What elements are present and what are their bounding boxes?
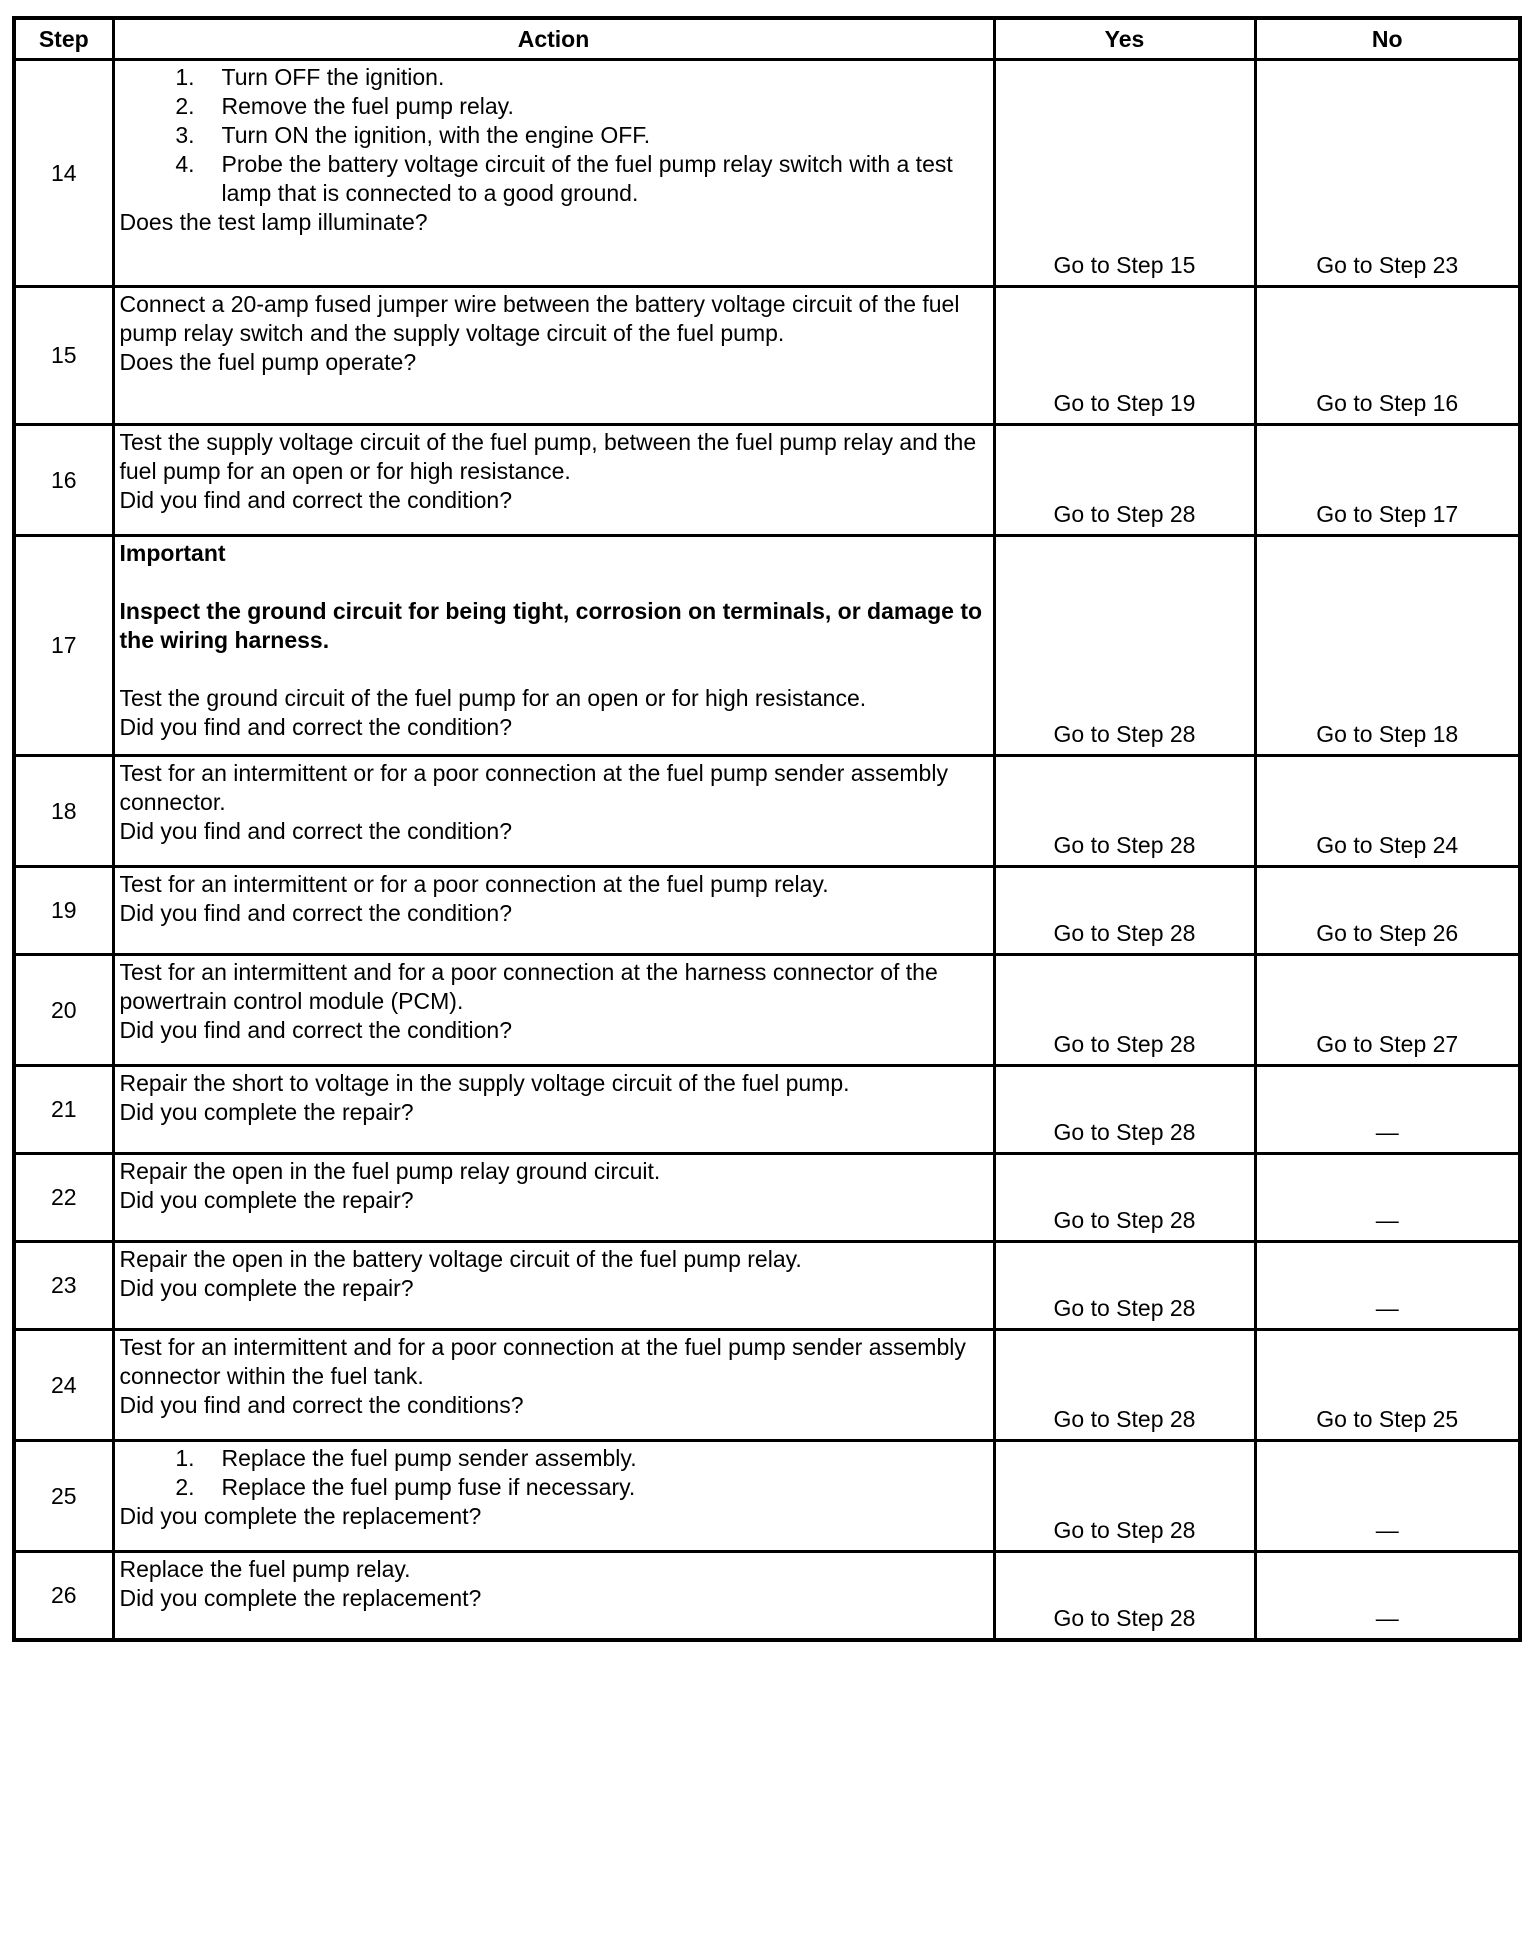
list-text: Remove the fuel pump relay.: [221, 93, 514, 119]
action-question: Did you complete the replacement?: [119, 1585, 482, 1611]
yes-result: Go to Step 28: [994, 1242, 1255, 1330]
no-result: —: [1255, 1552, 1520, 1640]
yes-result: Go to Step 19: [994, 287, 1255, 425]
yes-result: Go to Step 28: [994, 1552, 1255, 1640]
list-text: Turn OFF the ignition.: [221, 64, 445, 90]
action-list: [120, 63, 988, 208]
action-cell: [113, 867, 994, 955]
header-step: Step: [14, 18, 113, 60]
table-row: [14, 287, 1520, 425]
action-question: Did you find and correct the condition?: [119, 818, 513, 844]
action-cell: [113, 1154, 994, 1242]
list-item: [120, 1444, 988, 1473]
action-cell: [113, 287, 994, 425]
yes-result: Go to Step 28: [994, 1330, 1255, 1441]
diagnostic-table: [12, 16, 1522, 1642]
step-number: 26: [14, 1552, 113, 1640]
step-number: 21: [14, 1066, 113, 1154]
table-row: [14, 60, 1520, 287]
no-result: Go to Step 17: [1255, 425, 1520, 536]
no-result: Go to Step 16: [1255, 287, 1520, 425]
list-item: [120, 92, 988, 121]
list-text: Replace the fuel pump sender assembly.: [221, 1445, 637, 1471]
step-number: 23: [14, 1242, 113, 1330]
table-row: [14, 756, 1520, 867]
no-result: Go to Step 27: [1255, 955, 1520, 1066]
list-item: [120, 121, 988, 150]
action-question: Did you find and correct the condition?: [119, 1017, 513, 1043]
step-number: 16: [14, 425, 113, 536]
header-no: No: [1255, 18, 1520, 60]
action-cell: [113, 756, 994, 867]
table-row: [14, 1066, 1520, 1154]
action-text: Test for an intermittent and for a poor connection at the harness connector of the powertrain control module (PCM).: [119, 959, 938, 1014]
yes-result: Go to Step 28: [994, 756, 1255, 867]
header-row: [14, 18, 1520, 60]
list-text: Replace the fuel pump fuse if necessary.: [221, 1474, 636, 1500]
yes-result: Go to Step 28: [994, 867, 1255, 955]
action-question: Did you find and correct the conditions?: [119, 1392, 524, 1418]
table-row: [14, 1330, 1520, 1441]
action-text: Replace the fuel pump relay.: [119, 1556, 411, 1582]
table-row: [14, 1242, 1520, 1330]
action-cell: [113, 1441, 994, 1552]
no-result: Go to Step 25: [1255, 1330, 1520, 1441]
action-text: Test the supply voltage circuit of the fuel pump, between the fuel pump relay and the fuel pump for an open or for high resistance.: [119, 429, 977, 484]
table-row: [14, 867, 1520, 955]
list-number: 2.: [175, 93, 195, 119]
step-number: 20: [14, 955, 113, 1066]
action-question: Does the fuel pump operate?: [119, 349, 417, 375]
action-question: Did you find and correct the condition?: [119, 714, 513, 740]
action-question: Did you complete the repair?: [119, 1187, 414, 1213]
action-text: Test for an intermittent or for a poor connection at the fuel pump relay.: [119, 871, 829, 897]
action-text: Test the ground circuit of the fuel pump for an open or for high resistance.: [119, 685, 867, 711]
yes-result: Go to Step 28: [994, 536, 1255, 756]
table-row: [14, 955, 1520, 1066]
yes-result: Go to Step 28: [994, 1154, 1255, 1242]
list-number: 2.: [175, 1474, 195, 1500]
action-list: [120, 1444, 988, 1502]
table-row: [14, 425, 1520, 536]
action-text: Test for an intermittent or for a poor connection at the fuel pump sender assembly connector.: [119, 760, 948, 815]
action-question: Did you find and correct the condition?: [119, 900, 513, 926]
step-number: 25: [14, 1441, 113, 1552]
important-text: Inspect the ground circuit for being tight, corrosion on terminals, or damage to the wiring harness.: [119, 598, 983, 653]
action-cell: [113, 1330, 994, 1441]
action-cell: [113, 60, 994, 287]
action-question: Did you complete the replacement?: [119, 1503, 482, 1529]
header-yes: Yes: [994, 18, 1255, 60]
step-number: 17: [14, 536, 113, 756]
list-item: [120, 150, 988, 208]
no-result: —: [1255, 1066, 1520, 1154]
step-number: 14: [14, 60, 113, 287]
table-row: [14, 1441, 1520, 1552]
action-cell: [113, 536, 994, 756]
action-cell: [113, 425, 994, 536]
step-number: 15: [14, 287, 113, 425]
no-result: —: [1255, 1441, 1520, 1552]
no-result: Go to Step 23: [1255, 60, 1520, 287]
action-cell: [113, 1552, 994, 1640]
step-number: 19: [14, 867, 113, 955]
list-text: Probe the battery voltage circuit of the fuel pump relay switch with a test lamp that is connected to a good ground.: [221, 151, 953, 206]
yes-result: Go to Step 28: [994, 1066, 1255, 1154]
list-number: 1.: [175, 64, 195, 90]
list-number: 4.: [175, 151, 195, 177]
action-question: Did you complete the repair?: [119, 1275, 414, 1301]
no-result: —: [1255, 1242, 1520, 1330]
list-item: [120, 63, 988, 92]
action-text: Test for an intermittent and for a poor connection at the fuel pump sender assembly connector within the fuel tank.: [119, 1334, 966, 1389]
action-cell: [113, 1066, 994, 1154]
action-text: Connect a 20-amp fused jumper wire between the battery voltage circuit of the fuel pump relay switch and the supply voltage circuit of the fuel pump.: [119, 291, 960, 346]
no-result: Go to Step 26: [1255, 867, 1520, 955]
no-result: Go to Step 24: [1255, 756, 1520, 867]
list-item: [120, 1473, 988, 1502]
important-label: Important: [119, 540, 226, 566]
yes-result: Go to Step 28: [994, 1441, 1255, 1552]
action-text: Repair the open in the battery voltage circuit of the fuel pump relay.: [119, 1246, 802, 1272]
step-number: 18: [14, 756, 113, 867]
yes-result: Go to Step 28: [994, 425, 1255, 536]
yes-result: Go to Step 15: [994, 60, 1255, 287]
action-text: Repair the open in the fuel pump relay ground circuit.: [119, 1158, 661, 1184]
action-cell: [113, 955, 994, 1066]
no-result: —: [1255, 1154, 1520, 1242]
action-question: Did you find and correct the condition?: [119, 487, 513, 513]
action-question: Did you complete the repair?: [119, 1099, 414, 1125]
table-row: [14, 1154, 1520, 1242]
yes-result: Go to Step 28: [994, 955, 1255, 1066]
step-number: 24: [14, 1330, 113, 1441]
action-question: Does the test lamp illuminate?: [119, 209, 428, 235]
step-number: 22: [14, 1154, 113, 1242]
list-number: 1.: [175, 1445, 195, 1471]
action-cell: [113, 1242, 994, 1330]
list-text: Turn ON the ignition, with the engine OFF.: [221, 122, 651, 148]
list-number: 3.: [175, 122, 195, 148]
table-row: [14, 536, 1520, 756]
table-row: [14, 1552, 1520, 1640]
no-result: Go to Step 18: [1255, 536, 1520, 756]
header-action: Action: [113, 18, 994, 60]
action-text: Repair the short to voltage in the supply voltage circuit of the fuel pump.: [119, 1070, 850, 1096]
